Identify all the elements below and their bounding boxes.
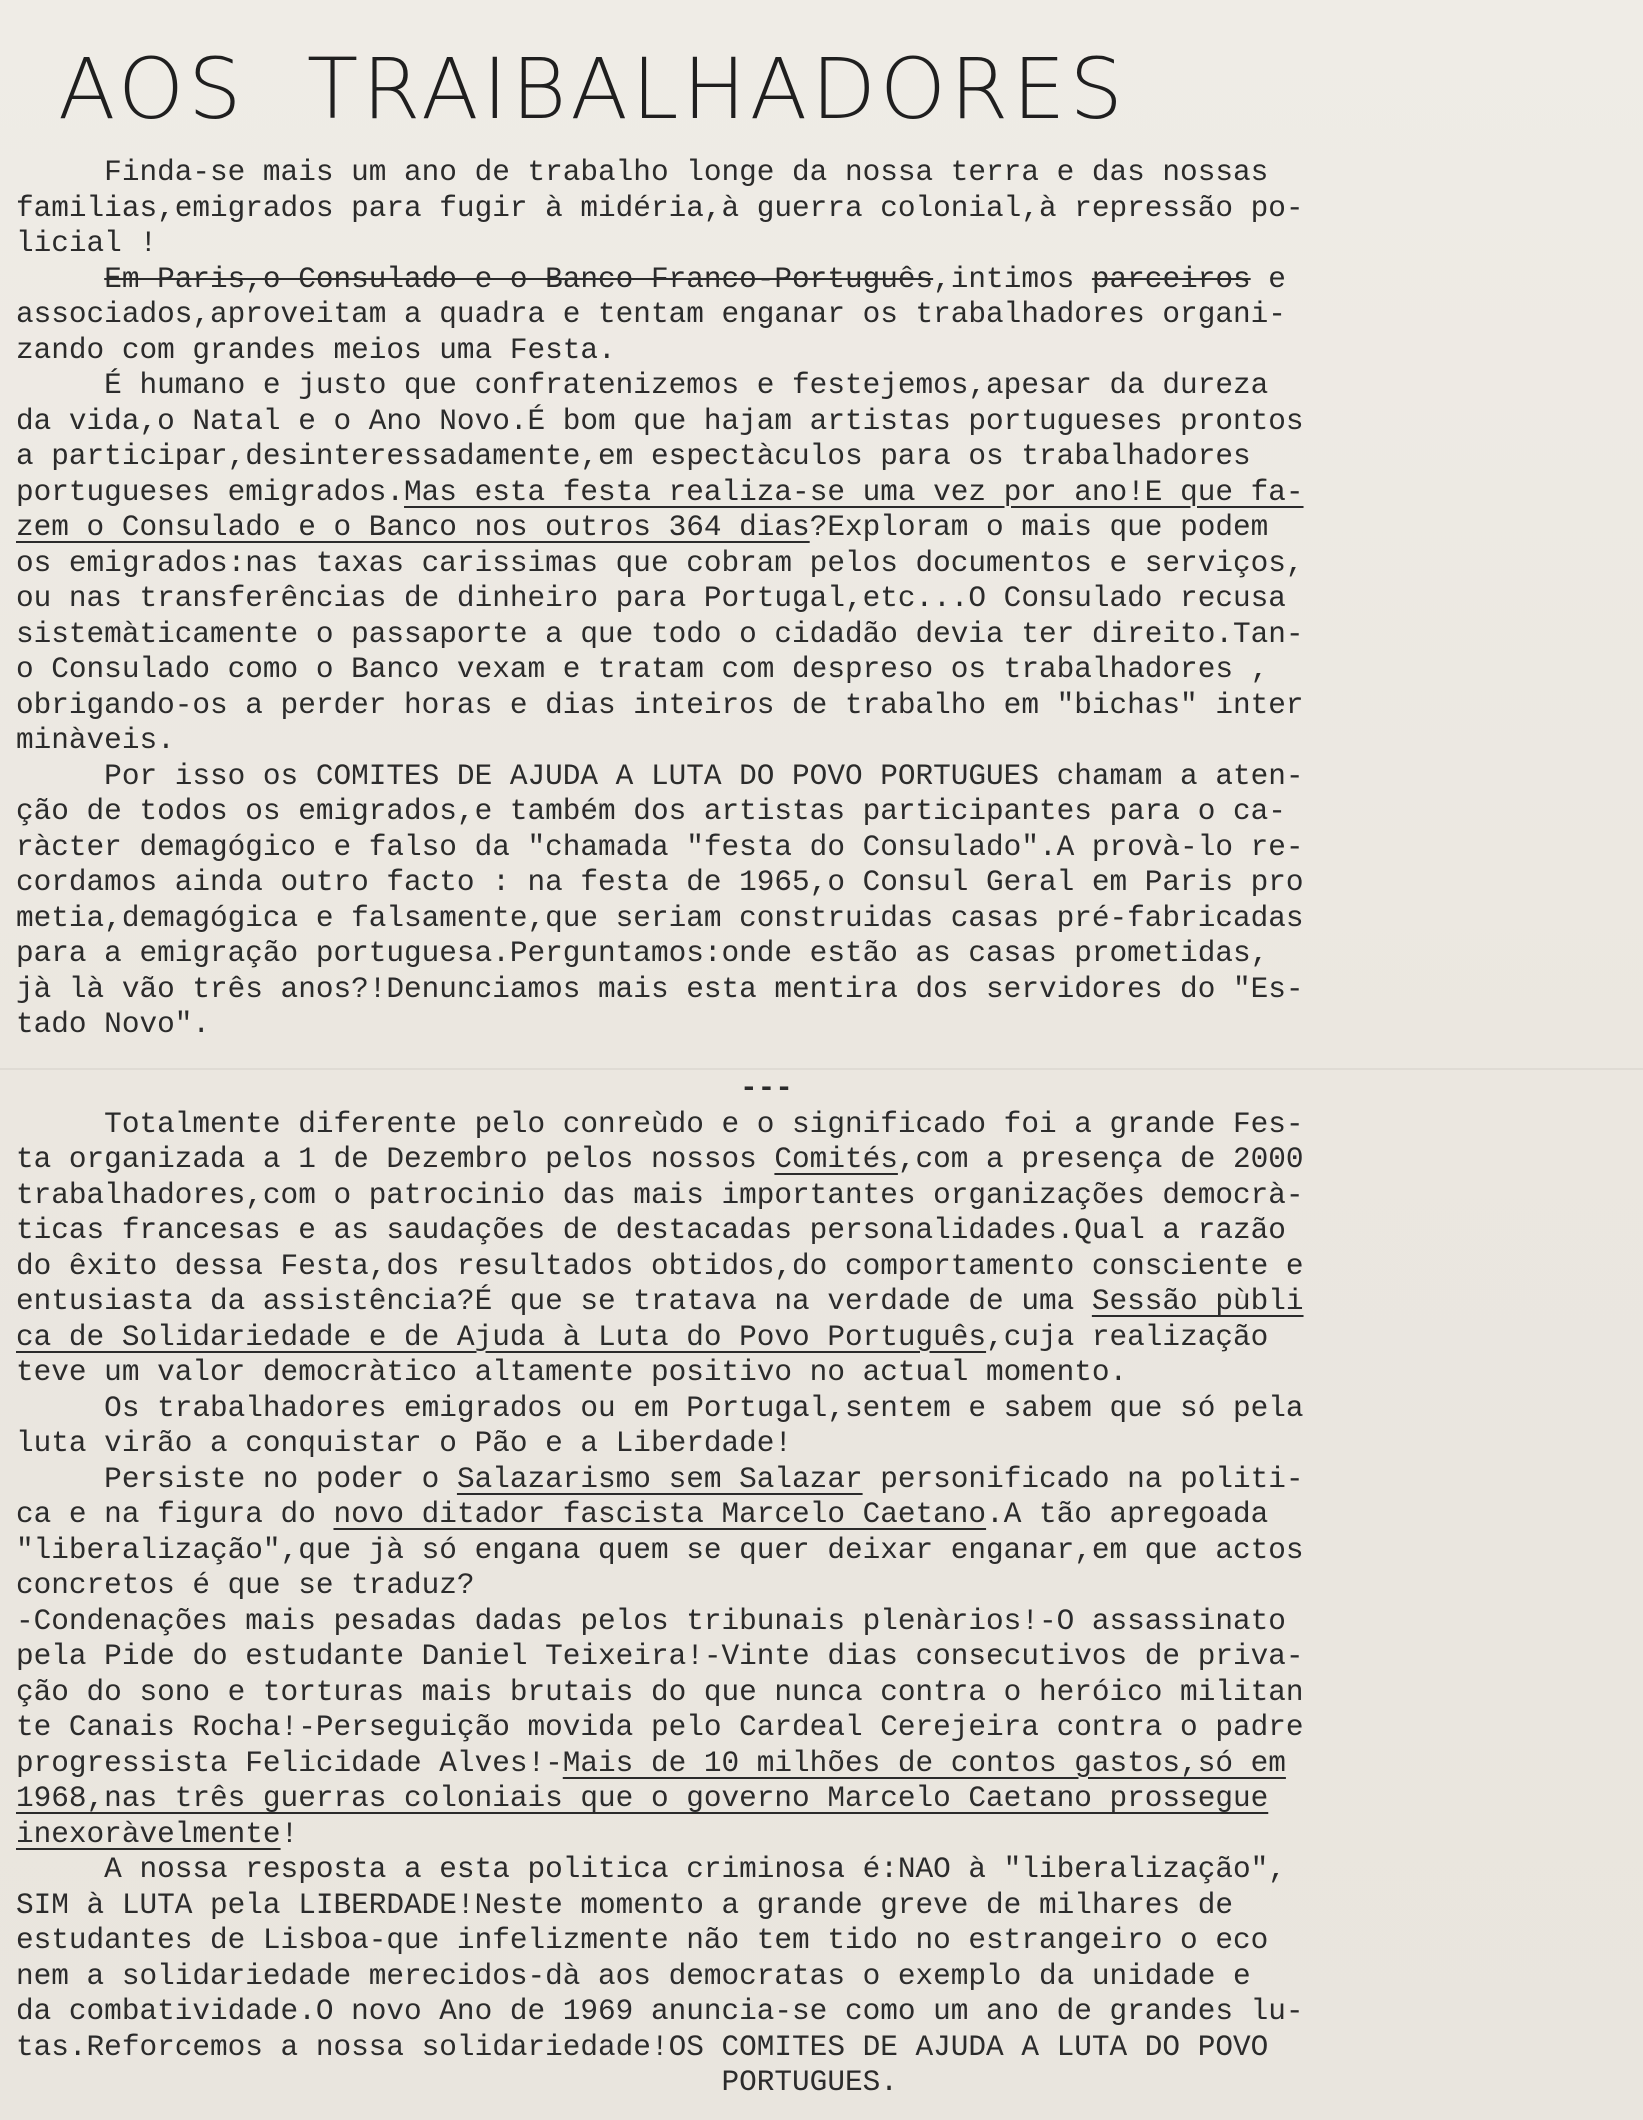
underlined-text: zem o Consulado e o Banco nos outros 364 dias — [16, 511, 810, 544]
text-line — [16, 262, 1524, 298]
text-line — [16, 333, 1524, 369]
text-segment: jà là vão três anos?!Denunciamos mais esta mentira dos servidores do "Es- — [16, 972, 1304, 1006]
text-segment: personificado na politi- — [862, 1462, 1304, 1496]
text-segment: SIM à LUTA pela LIBERDADE!Neste momento a grande greve de milhares de — [16, 1888, 1233, 1922]
text-line — [16, 1604, 1524, 1640]
text-line — [16, 546, 1524, 582]
text-line — [16, 510, 1524, 546]
text-line — [16, 2065, 1524, 2101]
text-line — [16, 1888, 1524, 1924]
text-line — [16, 1533, 1524, 1569]
text-segment: tas.Reforcemos a nossa solidariedade!OS COMITES DE AJUDA A LUTA DO POVO — [16, 2030, 1269, 2064]
underlined-text: Comités — [774, 1143, 898, 1176]
text-segment: ca e na figura do — [16, 1498, 334, 1531]
text-segment: cordamos ainda outro facto : na festa de 1965,o Consul Geral em Paris pro — [16, 866, 1304, 899]
text-segment: licial ! — [16, 227, 158, 260]
text-segment: PORTUGUES. — [16, 2066, 898, 2099]
text-line — [16, 652, 1524, 688]
text-segment: ,com a presença de 2000 — [897, 1143, 1304, 1176]
text-segment: zando com grandes meios uma Festa. — [16, 333, 616, 367]
text-segment — [16, 263, 104, 296]
text-segment: tado Novo". — [16, 1008, 211, 1041]
text-segment: nem a solidariedade merecidos-dà aos democratas o exemplo da unidade e — [16, 1959, 1251, 1993]
text-line — [16, 972, 1524, 1008]
text-line — [16, 1107, 1524, 1143]
underlined-text: ca de Solidariedade e de Ajuda à Luta do Povo Português — [16, 1320, 987, 1354]
text-segment: do êxito dessa Festa,dos resultados obtidos,do comportamento consciente e — [16, 1249, 1304, 1283]
struck-through-text: parceiros — [1091, 262, 1251, 296]
text-line — [16, 1391, 1524, 1427]
underlined-text: Salazarismo sem Salazar — [456, 1462, 863, 1496]
text-line — [16, 688, 1524, 724]
text-segment: ta organizada a 1 de Dezembro pelos nossos — [16, 1143, 775, 1176]
text-line — [16, 1320, 1524, 1356]
text-line — [16, 1852, 1524, 1888]
text-segment: a participar,desinteressadamente,em espectàculos para os trabalhadores — [16, 440, 1251, 473]
text-segment: para a emigração portuguesa.Perguntamos:onde estão as casas prometidas, — [16, 937, 1269, 970]
text-line — [16, 155, 1524, 191]
text-segment: .A tão apregoada — [986, 1498, 1269, 1531]
text-line — [16, 759, 1524, 795]
text-segment: estudantes de Lisboa-que infelizmente não tem tido no estrangeiro o eco — [16, 1924, 1269, 1957]
text-line — [16, 1781, 1524, 1817]
text-segment: obrigando-os a perder horas e dias inteiros de trabalho em "bichas" inter — [16, 688, 1304, 722]
text-segment: o Consulado como o Banco vexam e tratam com despreso os trabalhadores , — [16, 653, 1269, 686]
text-line — [16, 1213, 1524, 1249]
text-segment: ,cuja realização — [986, 1320, 1269, 1354]
text-segment: É humano e justo que confratenizemos e festejemos,apesar da dureza — [16, 369, 1269, 402]
text-segment: portugueses emigrados. — [16, 475, 405, 509]
text-segment: sistemàticamente o passaporte a que todo o cidadão devia ter direito.Tan- — [16, 617, 1304, 651]
text-line — [16, 1497, 1524, 1533]
text-segment: Os trabalhadores emigrados ou em Portugal,sentem e sabem que só pela — [16, 1391, 1304, 1425]
text-line — [16, 901, 1524, 937]
text-segment: metia,demagógica e falsamente,que seriam construidas casas pré-fabricadas — [16, 901, 1304, 935]
text-line — [16, 439, 1524, 475]
text-segment: ! — [280, 1817, 299, 1851]
text-line — [16, 1817, 1524, 1853]
text-segment: ,intimos — [933, 262, 1092, 296]
text-segment: -Condenações mais pesadas dadas pelos tribunais plenàrios!-O assassinato — [16, 1604, 1286, 1638]
text-line — [16, 1959, 1524, 1995]
text-line — [16, 226, 1524, 262]
text-line — [16, 404, 1524, 440]
text-line — [16, 1284, 1524, 1320]
text-segment: Totalmente diferente pelo conreùdo e o significado foi a grande Fes- — [16, 1107, 1304, 1141]
text-line — [16, 1568, 1524, 1604]
text-line — [16, 1639, 1524, 1675]
text-segment: e — [1250, 262, 1286, 296]
underlined-text: Sessão pùbli — [1091, 1285, 1304, 1318]
underlined-text: novo ditador fascista Marcelo Caetano — [333, 1498, 987, 1531]
text-segment: "liberalização",que jà só engana quem se quer deixar enganar,em que actos — [16, 1533, 1304, 1567]
page-title: AOS TRAIBALHADORES — [58, 40, 1127, 138]
text-line — [16, 1249, 1524, 1285]
text-line — [16, 1710, 1524, 1746]
text-segment: pela Pide do estudante Daniel Teixeira!-Vinte dias consecutivos de priva- — [16, 1640, 1304, 1673]
text-segment: da combatividade.O novo Ano de 1969 anuncia-se como um ano de grandes lu- — [16, 1995, 1304, 2028]
text-segment: progressista Felicidade Alves!- — [16, 1746, 563, 1780]
text-line — [16, 297, 1524, 333]
text-segment: ?Exploram o mais que podem — [809, 511, 1269, 544]
text-line — [16, 2030, 1524, 2066]
text-segment: os emigrados:nas taxas carissimas que cobram pelos documentos e serviços, — [16, 546, 1304, 580]
text-line — [16, 617, 1524, 653]
text-segment: da vida,o Natal e o Ano Novo.É bom que hajam artistas portugueses prontos — [16, 404, 1304, 438]
text-line — [16, 1007, 1524, 1043]
text-line — [16, 1994, 1524, 2030]
underlined-text: Mas esta festa realiza-se uma vez por ano!E que fa- — [404, 475, 1304, 509]
text-segment: te Canais Rocha!-Perseguição movida pelo Cardeal Cerejeira contra o padre — [16, 1711, 1304, 1744]
text-line — [16, 1923, 1524, 1959]
text-segment: minàveis. — [16, 724, 175, 757]
text-line — [16, 936, 1524, 972]
text-line — [16, 1746, 1524, 1782]
underlined-text: inexoràvelmente — [16, 1817, 281, 1851]
text-segment: Por isso os COMITES DE AJUDA A LUTA DO POVO PORTUGUES chamam a aten- — [16, 759, 1304, 793]
text-line — [16, 830, 1524, 866]
text-segment: associados,aproveitam a quadra e tentam enganar os trabalhadores organi- — [16, 298, 1286, 331]
text-segment: A nossa resposta a esta politica criminosa é:NAO à "liberalização", — [16, 1853, 1286, 1886]
text-line — [16, 1178, 1524, 1214]
text-line — [16, 581, 1524, 617]
text-segment: luta virão a conquistar o Pão e a Liberdade! — [16, 1427, 793, 1460]
leaflet-body-text — [16, 155, 1524, 2101]
text-line — [16, 475, 1524, 511]
text-segment: trabalhadores,com o patrocinio das mais importantes organizações democrà- — [16, 1178, 1304, 1212]
text-segment: ção do sono e torturas mais brutais do que nunca contra o heróico militan — [16, 1675, 1304, 1709]
text-segment: ràcter demagógico e falso da "chamada "festa do Consulado".A provà-lo re- — [16, 830, 1304, 864]
text-segment: entusiasta da assistência?É que se tratava na verdade de uma — [16, 1285, 1092, 1318]
text-line — [16, 191, 1524, 227]
text-segment: Persiste no poder o — [16, 1462, 457, 1496]
struck-through-text: Em Paris,o Consulado e o Banco Franco-Português — [104, 262, 934, 296]
text-line — [16, 368, 1524, 404]
text-line — [16, 1675, 1524, 1711]
text-line — [16, 794, 1524, 830]
text-segment: ticas francesas e as saudações de destacadas personalidades.Qual a razão — [16, 1214, 1286, 1247]
underlined-text: 1968,nas três guerras coloniais que o governo Marcelo Caetano prossegue — [16, 1782, 1269, 1815]
text-segment: ção de todos os emigrados,e também dos artistas participantes para o ca- — [16, 795, 1286, 828]
text-line — [16, 1355, 1524, 1391]
text-line — [16, 723, 1524, 759]
text-segment: concretos é que se traduz? — [16, 1569, 475, 1602]
text-line — [16, 865, 1524, 901]
underlined-text: Mais de 10 milhões de contos gastos,só em — [562, 1746, 1286, 1780]
text-segment: Finda-se mais um ano de trabalho longe da nossa terra e das nossas — [16, 156, 1269, 189]
text-segment: teve um valor democràtico altamente positivo no actual momento. — [16, 1356, 1128, 1389]
text-segment: ou nas transferências de dinheiro para Portugal,etc...O Consulado recusa — [16, 582, 1286, 615]
text-line — [16, 1462, 1524, 1498]
text-line — [16, 1142, 1524, 1178]
text-line — [16, 1426, 1524, 1462]
section-separator: --- — [740, 1071, 793, 1105]
text-segment: familias,emigrados para fugir à midéria,à guerra colonial,à repressão po- — [16, 191, 1304, 225]
